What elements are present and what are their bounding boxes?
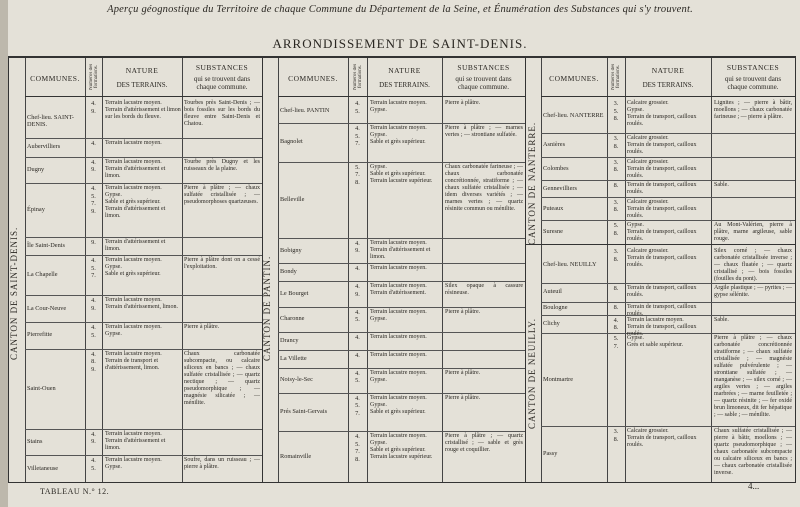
formation-numbers: 4. 5. 7.: [355, 394, 360, 417]
table-row: [541, 283, 795, 303]
table-row: [25, 98, 262, 139]
col-nature-header: NATURE DES TERRAINS.: [367, 58, 442, 97]
terrain-nature: Terrain lacustre moyen.: [105, 140, 162, 146]
table-row: [278, 332, 525, 351]
terrain-nature: Gypse. Grès et sable supérieur.: [627, 335, 683, 349]
commune-name: Bondy: [280, 268, 297, 276]
table-row: [278, 263, 525, 282]
arrondissement-title: ARRONDISSEMENT DE SAINT-DENIS.: [272, 36, 528, 51]
table-number: TABLEAU N.° 12.: [40, 487, 110, 496]
section-nanterre-neuilly: [525, 58, 795, 482]
terrain-nature: Terrain lacustre moyen. Gypse.: [370, 369, 427, 383]
formation-numbers: 5. 8.: [613, 222, 619, 237]
formation-numbers: 4. 5.: [91, 457, 96, 472]
formation-numbers: 4. 9.: [91, 158, 96, 174]
table-row: [541, 315, 795, 335]
formation-numbers: 3. 8.: [613, 248, 619, 263]
commune-name: Romainville: [280, 452, 312, 460]
formation-numbers: 9.: [91, 238, 96, 246]
table-row: [278, 393, 525, 432]
terrain-nature: Terrain lacustre moyen. Terrain d'attérissement et limon.: [105, 158, 166, 179]
formation-numbers: 4. 5. 7. 9.: [91, 185, 96, 215]
formation-numbers: 5. 7.: [613, 335, 619, 350]
formation-numbers: 4. 9.: [355, 239, 360, 255]
canton-pantin: CANTON DE PANTIN.: [262, 255, 272, 361]
table-row: [278, 307, 525, 333]
substances-text: [184, 431, 260, 455]
terrain-nature: Terrain lacustre moyen. Gypse.: [105, 457, 162, 471]
terrain-nature: Terrain lacustre moyen. Gypse.: [105, 324, 162, 337]
substances-text: Silex corné ; — chaux carbonatée cristallisée inverse ; — chaux fluatée ; — quartz cristallisé ; — bois fossiles (fouilles du pont).: [714, 248, 792, 282]
table-row: [25, 349, 262, 430]
table-row: [541, 180, 795, 197]
substances-text: Chaux carbonatée farineuse ; — chaux carbonatée concrétionnée, stratiforme ; — chaux sulfatée cristallisée ; — idem diverses variétés ; — marnes vertes ; — quartz résinite commun ou ménilite.: [445, 163, 523, 212]
table-row: [541, 246, 795, 284]
substances-text: Au Mont-Valérien, pierre à plâtre, marne argileuse, sable rouge.: [714, 222, 792, 243]
terrain-nature: Terrain lacustre moyen. Terrain d'attérissement, limon.: [105, 297, 178, 311]
table-row: [541, 220, 795, 244]
substances-text: [714, 199, 792, 220]
substances-text: Pierre à plâtre.: [445, 369, 481, 376]
terrain-nature: Terrain d'attérissement et limon.: [105, 238, 166, 252]
substances-text: [445, 334, 523, 349]
commune-name: Chef-lieu. SAINT-DENIS.: [27, 114, 74, 128]
formation-numbers: 4.: [355, 265, 360, 273]
table-row: [25, 157, 262, 185]
table-row: [278, 281, 525, 307]
substances-text: Pierre à plâtre ; — chaux carbonatée concrétionnée stratiforme ; — chaux sulfatée cristallisée ; — magnésie sulfatée pulvérulente ; — strontiane sulfatée ; — manganèse ; — silex corné ; — argiles vertes ; — argiles marbrées ; — marne feuilletée ; — quartz résinite ; — fer oxidé brun limoneux, dit fer hépatique ; — sable ; — ménilite.: [714, 335, 792, 419]
section-pantin: [262, 58, 526, 482]
substances-text: [714, 159, 792, 180]
commune-name: La Villette: [280, 354, 307, 362]
substances-text: Pierre à plâtre.: [445, 308, 481, 315]
commune-name: La Cour-Neuve: [27, 304, 67, 312]
terrain-nature: Terrain lacustre moyen. Terrain d'attérissement et limon sur les bords du fleuve.: [105, 100, 181, 120]
commune-name: Belleville: [280, 195, 305, 203]
table-row: [278, 431, 525, 482]
substances-text: Chaux carbonatée subcompacte, ou calcaire siliceux en bancs ; — chaux sulfatée cristallisée ; — quartz nectique ; — quartz pseudomorphique ; — magnésie silicatée ; — ménilite.: [184, 350, 260, 406]
section-saint-denis: [9, 58, 263, 482]
substances-text: Lignites ; — pierre à bâtir, moellons ; — chaux carbonatée farineuse ; — pierre à plâtre.: [714, 100, 792, 120]
terrain-nature: Terrain lacustre moyen. Gypse. Sable et grès supérieur.: [370, 394, 427, 415]
table-row: [25, 295, 262, 323]
commune-name: Chef-lieu. NEUILLY: [543, 260, 597, 268]
terrain-nature: Calcaire grossier. Gypse. Terrain de transport, cailloux roulés.: [627, 100, 697, 127]
formation-numbers: 3. 8.: [613, 428, 619, 443]
formation-numbers: 5. 7. 8.: [355, 163, 360, 186]
substances-text: [445, 352, 523, 367]
canton-neuilly: CANTON DE NEUILLY.: [527, 317, 537, 429]
terrain-nature: Calcaire grossier. Terrain de transport, cailloux roulés.: [627, 428, 697, 449]
formation-numbers: 4. 5. 7.: [355, 125, 360, 148]
commune-name: Pierrefitte: [27, 331, 53, 339]
terrain-nature: Terrain de transport, cailloux roulés.: [627, 182, 697, 196]
col-numeros-header: Numéros des formations.: [607, 58, 625, 97]
terrain-nature: Terrain lacustre moyen. Gypse. Sable et grès supérieur.: [105, 257, 162, 278]
commune-name: Montmartre: [543, 375, 574, 383]
commune-name: Bobigny: [280, 246, 302, 254]
terrain-nature: Gypse. Terrain de transport, cailloux roulés.: [627, 222, 697, 243]
substances-text: Pierre à plâtre.: [445, 100, 481, 106]
commune-name: Passy: [543, 450, 558, 458]
table-row: [25, 429, 262, 457]
substances-text: [184, 140, 260, 156]
terrain-nature: Terrain lacustre moyen. Gypse. Sable et grès supérieur. Terrain lacustre supérieur.: [370, 433, 433, 461]
substances-text: Pierre à plâtre dont on a cessé l'exploitation.: [184, 257, 260, 271]
formation-numbers: 4. 9.: [91, 297, 96, 312]
table-row: [541, 333, 795, 427]
substances-text: Pierre à plâtre ; — chaux sulfatée cristallisée ; — pseudomorphoses quartzeuses.: [184, 185, 260, 206]
col-substances-header: SUBSTANCES qui se trouvent dans chaque commune.: [442, 58, 525, 97]
substances-text: Soufre, dans un ruisseau ; — pierre à plâtre.: [184, 457, 260, 471]
substances-text: [714, 135, 792, 156]
formation-numbers: 4. 5.: [355, 369, 360, 385]
commune-name: Prés Saint-Gervais: [280, 408, 328, 416]
substances-text: [445, 265, 523, 280]
formation-numbers: 4.: [91, 140, 96, 147]
formation-numbers: 4.: [355, 351, 360, 359]
table-row: [541, 426, 795, 482]
terrain-nature: Terrain lacustre moyen. Terrain de transport et d'attérissement, limon.: [105, 350, 162, 371]
table-row: [25, 455, 262, 482]
table-row: [278, 162, 525, 239]
substances-text: Sable.: [714, 316, 729, 323]
terrain-nature: Terrain lacustre moyen. Gypse.: [370, 308, 427, 322]
page-number: 4...: [748, 481, 760, 491]
col-nature-header: NATURE DES TERRAINS.: [102, 58, 182, 97]
terrain-nature: Calcaire grossier. Terrain de transport, cailloux roulés.: [627, 135, 697, 156]
commune-name: Île Saint-Denis: [27, 241, 65, 249]
formation-numbers: 4. 5.: [355, 100, 360, 115]
formation-numbers: 4. 9.: [91, 430, 96, 446]
commune-name: Asnières: [543, 141, 566, 149]
substances-text: [184, 297, 260, 321]
terrain-nature: Terrain lacustre moyen. Terrain d'attérissement et limon.: [105, 430, 166, 451]
commune-name: Gennevilliers: [543, 184, 577, 192]
terrain-nature: Calcaire grossier. Terrain de transport, cailloux roulés.: [627, 198, 697, 219]
formation-numbers: 4. 9.: [355, 283, 360, 298]
col-communes-header: COMMUNES.: [541, 58, 607, 97]
formation-numbers: 4. 8. 9.: [91, 350, 96, 373]
commune-name: Le Bourget: [280, 289, 309, 297]
substances-text: Pierre à plâtre.: [184, 324, 220, 330]
formation-numbers: 4.: [355, 333, 360, 341]
table-row: [278, 350, 525, 369]
substances-text: Tourbes près Saint-Denis ; — bois fossiles sur les bords du fleuve entre Saint-Denis et Chatou.: [184, 100, 260, 127]
canton-saint-denis: CANTON DE SAINT-DENIS.: [9, 226, 19, 360]
formation-numbers: 3. 8.: [613, 158, 619, 174]
terrain-nature: Terrain lacustre moyen. Gypse.: [370, 100, 427, 113]
col-numeros-header: Numéros des formations.: [348, 58, 367, 97]
table-row: [541, 197, 795, 222]
substances-text: Pierre à plâtre ; — marnes vertes ; — strontiane sulfatée.: [445, 125, 523, 139]
table-row: [25, 138, 262, 158]
substances-text: [445, 240, 523, 262]
terrain-nature: Calcaire grossier. Terrain de transport, cailloux roulés.: [627, 158, 697, 179]
commune-name: Drancy: [280, 336, 299, 344]
col-numeros-header: Numéros des formations.: [85, 58, 102, 97]
substances-text: Pierre à plâtre ; — quartz cristallisé ; — sable et grès rouge et coquillier.: [445, 433, 523, 454]
commune-name: Clichy: [543, 320, 560, 328]
formation-numbers: 4. 5.: [91, 324, 96, 339]
commune-name: La Chapelle: [27, 271, 58, 279]
formation-numbers: 8.: [613, 182, 619, 190]
substances-text: Pierre à plâtre.: [445, 394, 481, 401]
col-communes-header: COMMUNES.: [25, 58, 85, 97]
terrain-nature: Terrain lacustre moyen.: [370, 265, 427, 272]
substances-text: Argile plastique ; — pyrites ; — gypse sélénite.: [714, 285, 792, 299]
formation-numbers: 3. 8.: [613, 135, 619, 150]
commune-name: Saint-Ouen: [27, 384, 56, 392]
table-row: [278, 123, 525, 162]
terrain-nature: Terrain lacustre moyen. Terrain d'attérissement.: [370, 283, 427, 297]
table-row: [541, 157, 795, 182]
terrain-nature: Terrain lacustre moyen. Gypse. Sable et grès supérieur. Terrain d'attérissement et limon.: [105, 185, 166, 220]
formation-numbers: 4. 5.: [355, 308, 360, 324]
terrain-nature: Terrain lacustre moyen. Gypse. Sable et grès supérieur.: [370, 125, 427, 146]
commune-name: Puteaux: [543, 204, 564, 212]
commune-name: Boulogne: [543, 304, 568, 312]
col-communes-header: COMMUNES.: [278, 58, 348, 97]
table-row: [278, 238, 525, 264]
terrain-nature: Terrain lacustre moyen. Terrain de transport, cailloux roulés.: [627, 316, 697, 337]
table-row: [541, 302, 795, 316]
terrain-nature: Terrain lacustre moyen.: [370, 333, 427, 340]
commune-name: Bagnolet: [280, 138, 303, 146]
table-row: [25, 237, 262, 257]
commune-name: Chef-lieu. PANTIN: [280, 106, 330, 114]
formation-numbers: 3. 8.: [613, 198, 619, 214]
substances-text: Sable.: [714, 182, 729, 189]
substances-text: Tourbe près Dugny et les ruisseaux de la plaine.: [184, 158, 260, 172]
commune-name: Villetaneuse: [27, 464, 59, 472]
terrain-nature: Gypse. Sable et grès supérieur. Terrain lacustre supérieur.: [370, 163, 433, 184]
formation-numbers: 8.: [613, 303, 619, 311]
commune-name: Noisy-le-Sec: [280, 376, 313, 384]
formation-numbers: 4. 5. 7. 8.: [355, 433, 360, 463]
formation-numbers: 4. 8.: [613, 316, 619, 332]
formation-numbers: 4. 9.: [91, 100, 96, 115]
commune-name: Charonne: [280, 315, 305, 323]
col-nature-header: NATURE DES TERRAINS.: [625, 58, 711, 97]
col-substances-header: SUBSTANCES qui se trouvent dans chaque commune.: [182, 58, 262, 97]
substances-text: [714, 304, 792, 314]
table-frame: [8, 56, 796, 483]
substances-text: [184, 239, 260, 255]
formation-numbers: 3. 5. 8.: [613, 100, 619, 122]
table-row: [278, 368, 525, 394]
commune-name: Stains: [27, 437, 43, 445]
book-binding: [0, 0, 8, 507]
substances-text: Silex opaque à cassure résineuse.: [445, 283, 523, 297]
canton-nanterre: CANTON DE NANTERRE.: [527, 121, 537, 245]
terrain-nature: Terrain lacustre moyen. Terrain d'attérissement et limon.: [370, 239, 431, 260]
table-row: [278, 98, 525, 124]
col-substances-header: SUBSTANCES qui se trouvent dans chaque commune.: [711, 58, 795, 97]
substances-text: Chaux sulfatée cristallisée ; — pierre à bâtir, moellons ; — quartz pseudomorphique ; — chaux carbonatée subcompacte ou calcaire siliceux en bancs ; — chaux carbonatée cristallisée inverse.: [714, 428, 792, 477]
table-row: [541, 98, 795, 134]
table-row: [25, 255, 262, 296]
commune-name: Colombes: [543, 164, 569, 172]
commune-name: Aubervilliers: [27, 143, 61, 151]
commune-name: Chef-lieu. NANTERRE: [543, 111, 604, 119]
commune-name: Auteuil: [543, 288, 562, 296]
commune-name: Dugny: [27, 165, 45, 173]
table-row: [25, 322, 262, 350]
table-row: [541, 133, 795, 158]
terrain-nature: Terrain lacustre moyen.: [370, 351, 427, 358]
commune-name: Épinay: [27, 205, 45, 213]
table-row: [25, 183, 262, 237]
terrain-nature: Terrain de transport, cailloux roulés.: [627, 303, 697, 317]
formation-numbers: 8.: [613, 285, 619, 293]
document-header: Aperçu géognostique du Territoire de chaque Commune du Département de la Seine, et Énumération des Substances qui s'y trouvent.: [107, 4, 693, 15]
formation-numbers: 4. 5. 7.: [91, 257, 96, 280]
terrain-nature: Terrain de transport, cailloux roulés.: [627, 285, 697, 299]
canton-divider: [525, 244, 795, 245]
terrain-nature: Calcaire grossier. Terrain de transport, cailloux roulés.: [627, 248, 697, 268]
commune-name: Suresne: [543, 228, 563, 236]
